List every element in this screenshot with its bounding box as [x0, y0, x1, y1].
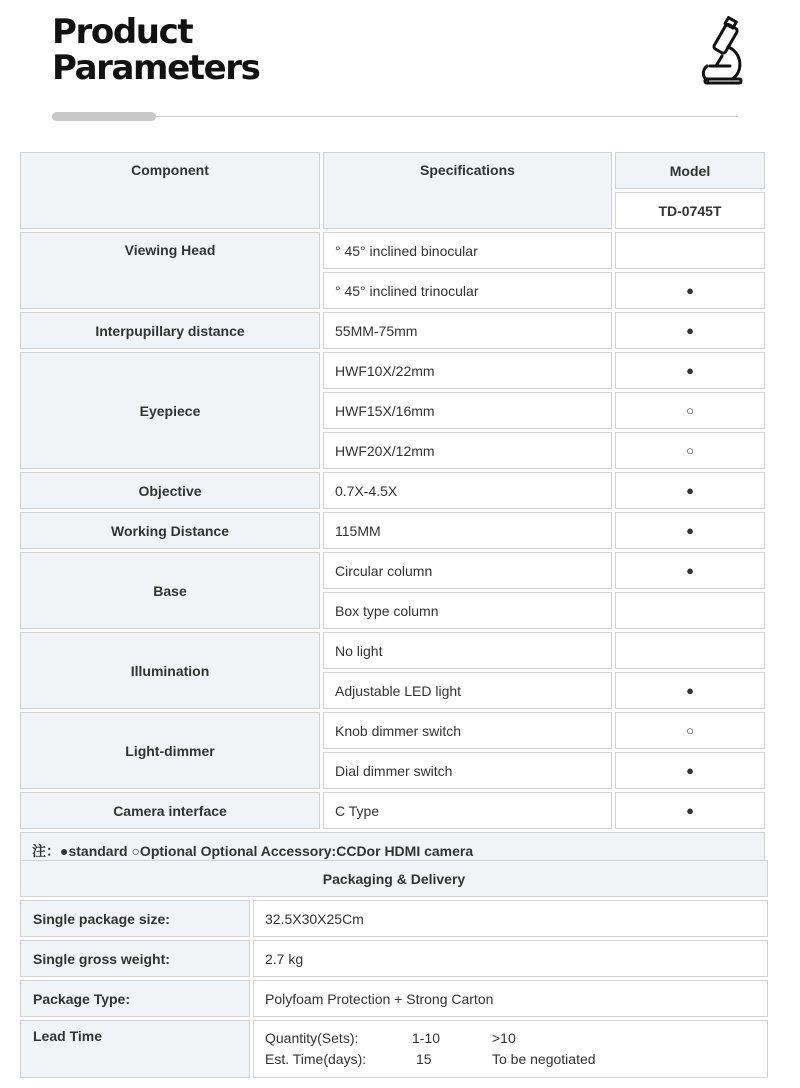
spec-cell: HWF20X/12mm — [323, 432, 612, 469]
quantity-tier-1: 1-10 — [412, 1030, 441, 1046]
spec-cell: Dial dimmer switch — [323, 752, 612, 789]
component-working-distance: Working Distance — [20, 512, 320, 549]
quantity-tier-2: >10 — [492, 1030, 516, 1046]
mark-cell: ○ — [615, 392, 765, 429]
spec-cell: 115MM — [323, 512, 612, 549]
component-base: Base — [20, 552, 320, 629]
table-row — [20, 232, 765, 269]
spec-cell: Adjustable LED light — [323, 672, 612, 709]
component-eyepiece: Eyepiece — [20, 352, 320, 469]
lead-time-value — [253, 1020, 768, 1078]
table-row — [20, 940, 768, 977]
table-row — [20, 472, 765, 509]
legend-note: 注：●standard ○Optional Optional Accessory:CCDor HDMI camera — [20, 832, 765, 869]
table-row — [20, 900, 768, 937]
table-row — [20, 512, 765, 549]
spec-cell: ° 45° inclined trinocular — [323, 272, 612, 309]
component-illumination: Illumination — [20, 632, 320, 709]
mark-cell: ● — [615, 672, 765, 709]
parameters-table — [17, 149, 768, 872]
page-title-line-1: Product — [52, 12, 193, 52]
component-objective: Objective — [20, 472, 320, 509]
table-row — [20, 312, 765, 349]
est-time-tier-1: 15 — [416, 1051, 432, 1067]
lead-time-label: Lead Time — [20, 1020, 250, 1078]
model-name: TD-0745T — [615, 192, 765, 229]
mark-cell: ● — [615, 312, 765, 349]
est-time-tier-2: To be negotiated — [492, 1051, 596, 1067]
component-camera-interface: Camera interface — [20, 792, 320, 829]
page-title — [52, 14, 259, 86]
package-type-value: Polyfoam Protection + Strong Carton — [253, 980, 768, 1017]
mark-cell — [615, 232, 765, 269]
spec-cell: Knob dimmer switch — [323, 712, 612, 749]
mark-cell: ● — [615, 272, 765, 309]
header-model: Model — [615, 152, 765, 189]
spec-cell: No light — [323, 632, 612, 669]
package-type-label: Package Type: — [20, 980, 250, 1017]
packaging-table — [17, 857, 771, 1081]
table-row — [20, 712, 765, 749]
divider-accent — [52, 112, 156, 121]
quantity-label: Quantity(Sets): — [265, 1030, 359, 1046]
mark-cell — [615, 632, 765, 669]
mark-cell: ● — [615, 512, 765, 549]
spec-cell: Box type column — [323, 592, 612, 629]
spec-cell: HWF10X/22mm — [323, 352, 612, 389]
table-row — [20, 792, 765, 829]
component-viewing-head: Viewing Head — [20, 232, 320, 309]
mark-cell: ● — [615, 472, 765, 509]
spec-cell: C Type — [323, 792, 612, 829]
component-light-dimmer: Light-dimmer — [20, 712, 320, 789]
header-component: Component — [20, 152, 320, 229]
mark-cell — [615, 592, 765, 629]
spec-cell: 0.7X-4.5X — [323, 472, 612, 509]
spec-cell: 55MM-75mm — [323, 312, 612, 349]
table-row — [20, 1020, 768, 1078]
table-row — [20, 632, 765, 669]
table-row — [20, 352, 765, 389]
table-row — [20, 980, 768, 1017]
package-size-label: Single package size: — [20, 900, 250, 937]
spec-cell: HWF15X/16mm — [323, 392, 612, 429]
gross-weight-value: 2.7 kg — [253, 940, 768, 977]
page-title-line-2: Parameters — [52, 48, 260, 88]
mark-cell: ● — [615, 752, 765, 789]
gross-weight-label: Single gross weight: — [20, 940, 250, 977]
mark-cell: ● — [615, 792, 765, 829]
component-interpupillary: Interpupillary distance — [20, 312, 320, 349]
spec-cell: Circular column — [323, 552, 612, 589]
mark-cell: ○ — [615, 432, 765, 469]
packaging-title: Packaging & Delivery — [20, 860, 768, 897]
package-size-value: 32.5X30X25Cm — [253, 900, 768, 937]
est-time-label: Est. Time(days): — [265, 1051, 367, 1067]
microscope-icon — [696, 16, 746, 86]
mark-cell: ● — [615, 552, 765, 589]
mark-cell: ○ — [615, 712, 765, 749]
mark-cell: ● — [615, 352, 765, 389]
header-specifications: Specifications — [323, 152, 612, 229]
table-row — [20, 552, 765, 589]
spec-cell: ° 45° inclined binocular — [323, 232, 612, 269]
